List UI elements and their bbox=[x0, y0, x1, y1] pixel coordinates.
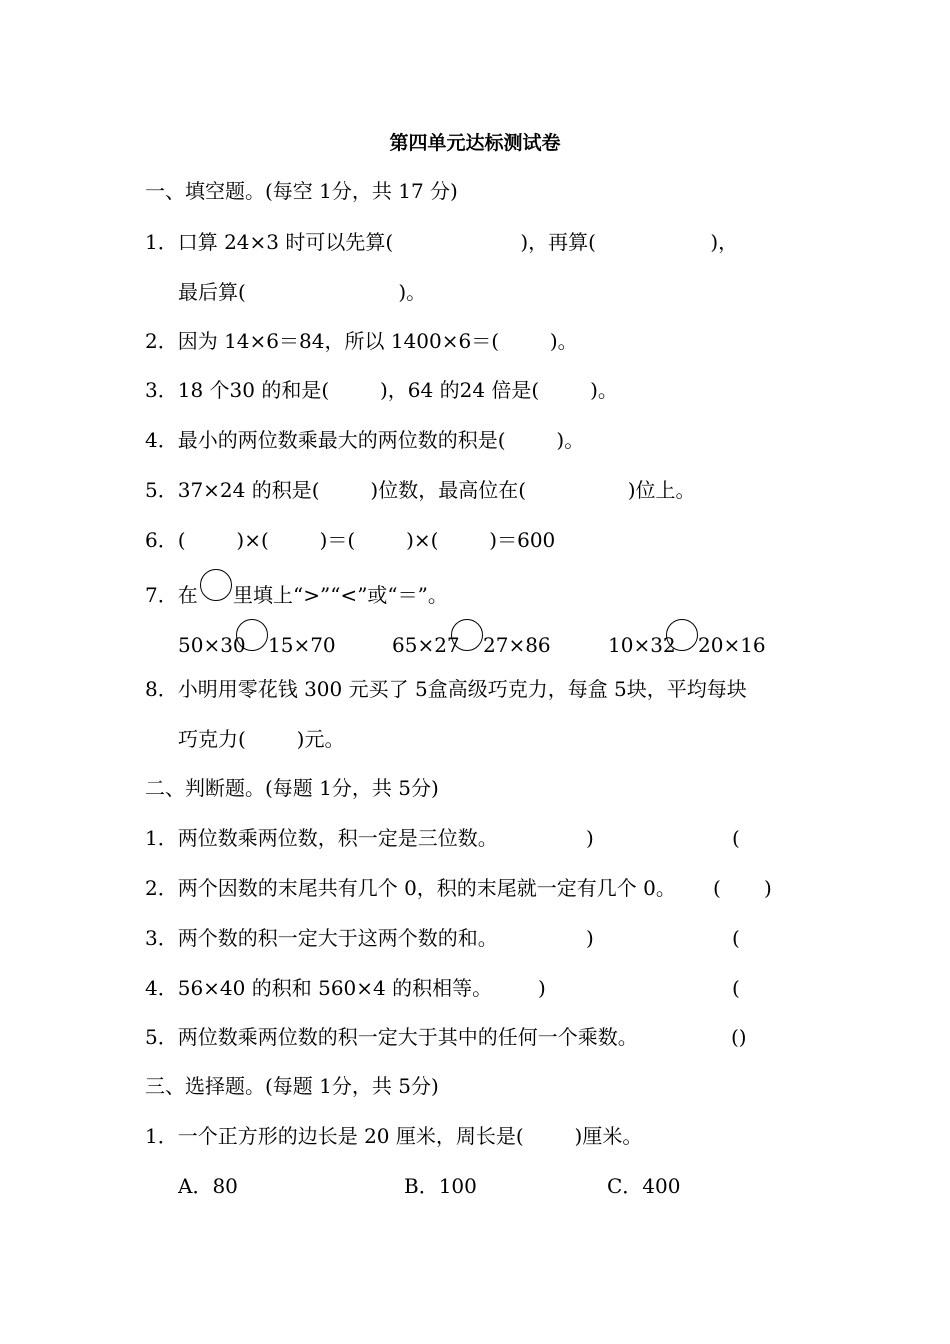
question-7-instruction: 里填上“>”“<”或“＝”。 bbox=[233, 583, 448, 607]
question-6: 6．( )×( )＝( )×( )＝600 bbox=[145, 528, 556, 552]
compare-right-3: 20×16 bbox=[698, 633, 766, 657]
section-heading-choice: 三、选择题。(每题 1分，共 5分) bbox=[145, 1074, 439, 1098]
question-8-line-2: 巧克力( )元。 bbox=[178, 727, 345, 751]
question-8-line-1: 8．小明用零花钱 300 元买了 5盒高级巧克力，每盒 5块，平均每块 bbox=[145, 677, 747, 701]
question-4: 4．最小的两位数乘最大的两位数的积是( )。 bbox=[145, 428, 585, 452]
judge-mark-1a: ) bbox=[586, 826, 594, 850]
compare-circle-1[interactable] bbox=[236, 619, 268, 651]
compare-right-2: 27×86 bbox=[483, 633, 551, 657]
compare-left-2: 65×27 bbox=[392, 633, 460, 657]
choice-option-c[interactable]: C．400 bbox=[607, 1174, 681, 1198]
judge-mark-5a[interactable]: () bbox=[731, 1025, 747, 1049]
judge-item-2: 2．两个因数的末尾共有几个 0，积的末尾就一定有几个 0。 bbox=[145, 876, 676, 900]
page-title: 第四单元达标测试卷 bbox=[389, 132, 561, 154]
judge-item-3: 3．两个数的积一定大于这两个数的和。 bbox=[145, 926, 498, 950]
compare-circle-3[interactable] bbox=[666, 619, 698, 651]
choice-option-a[interactable]: A．80 bbox=[178, 1174, 238, 1198]
judge-item-5: 5．两位数乘两位数的积一定大于其中的任何一个乘数。 bbox=[145, 1025, 638, 1049]
compare-left-3: 10×32 bbox=[608, 633, 676, 657]
judge-mark-2a[interactable]: ( bbox=[713, 876, 721, 900]
judge-mark-3b[interactable]: ( bbox=[732, 926, 740, 950]
question-3: 3．18 个30 的和是( )，64 的24 倍是( )。 bbox=[145, 378, 618, 402]
compare-circle-icon bbox=[200, 569, 232, 601]
section-heading-fill-blank: 一、填空题。(每空 1分，共 17 分) bbox=[145, 179, 458, 203]
judge-item-4: 4．56×40 的积和 560×4 的积相等。 bbox=[145, 976, 493, 1000]
compare-right-1: 15×70 bbox=[268, 633, 336, 657]
section-heading-true-false: 二、判断题。(每题 1分，共 5分) bbox=[145, 776, 439, 800]
judge-mark-4b[interactable]: ( bbox=[732, 976, 740, 1000]
question-1-line-1: 1．口算 24×3 时可以先算( )，再算( )， bbox=[145, 230, 739, 254]
judge-mark-4a: ) bbox=[538, 976, 546, 1000]
choice-question-1: 1．一个正方形的边长是 20 厘米，周长是( )厘米。 bbox=[145, 1124, 643, 1148]
judge-mark-2b: ) bbox=[764, 876, 772, 900]
question-2: 2．因为 14×6＝84，所以 1400×6＝( )。 bbox=[145, 329, 578, 353]
compare-left-1: 50×30 bbox=[178, 633, 246, 657]
choice-option-b[interactable]: B．100 bbox=[404, 1174, 477, 1198]
judge-mark-3a: ) bbox=[586, 926, 594, 950]
compare-circle-2[interactable] bbox=[451, 619, 483, 651]
question-7-prefix: 7．在 bbox=[145, 583, 198, 607]
judge-item-1: 1．两位数乘两位数，积一定是三位数。 bbox=[145, 826, 498, 850]
question-1-line-2: 最后算( )。 bbox=[178, 280, 427, 304]
judge-mark-1b[interactable]: ( bbox=[732, 826, 740, 850]
question-5: 5．37×24 的积是( )位数，最高位在( )位上。 bbox=[145, 478, 696, 502]
